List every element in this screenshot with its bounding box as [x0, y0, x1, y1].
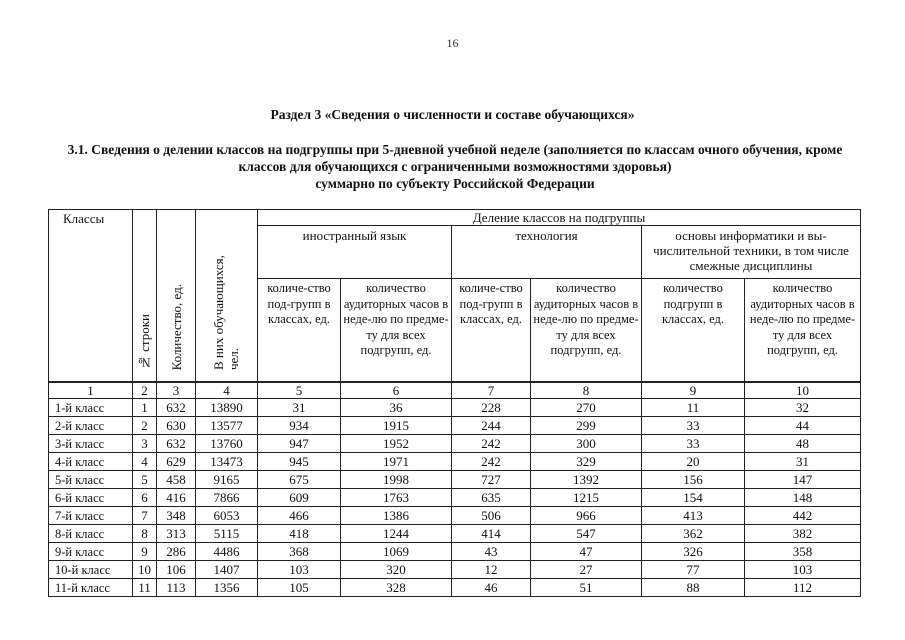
column-number: 5: [258, 382, 341, 399]
table-cell: 31: [745, 453, 861, 471]
class-name-cell: 10-й класс: [49, 561, 133, 579]
table-cell: 113: [157, 579, 196, 597]
table-cell: 1915: [341, 417, 452, 435]
table-cell: 416: [157, 489, 196, 507]
page-number: 16: [446, 36, 459, 50]
table-cell: 320: [341, 561, 452, 579]
table-cell: 286: [157, 543, 196, 561]
table-cell: 358: [745, 543, 861, 561]
table-cell: 947: [258, 435, 341, 453]
table-cell: 458: [157, 471, 196, 489]
table-row: [49, 471, 861, 489]
column-number: 1: [49, 382, 133, 399]
table-cell: 629: [157, 453, 196, 471]
table-cell: 43: [452, 543, 531, 561]
table-cell: 47: [531, 543, 642, 561]
table-cell: 675: [258, 471, 341, 489]
column-number: 4: [196, 382, 258, 399]
table-cell: 13760: [196, 435, 258, 453]
table-cell: 1356: [196, 579, 258, 597]
subsection-subtitle: суммарно по субъекту Российской Федерации: [315, 176, 595, 191]
class-name-cell: 4-й класс: [49, 453, 133, 471]
table-cell: 632: [157, 435, 196, 453]
column-number: 10: [745, 382, 861, 399]
class-name-cell: 6-й класс: [49, 489, 133, 507]
table-cell: 1392: [531, 471, 642, 489]
table-cell: 348: [157, 507, 196, 525]
classes-division-table-wrap: [48, 209, 860, 597]
table-cell: 147: [745, 471, 861, 489]
header-students-text: В них обучающихся, чел.: [210, 255, 241, 370]
header-row-number-text: № строки: [137, 313, 152, 370]
table-cell: 112: [745, 579, 861, 597]
table-cell: 13577: [196, 417, 258, 435]
table-cell: 326: [642, 543, 745, 561]
table-cell: 36: [341, 399, 452, 417]
table-cell: 609: [258, 489, 341, 507]
subsection-title: [60, 141, 850, 192]
table-cell: 6: [133, 489, 157, 507]
class-name-cell: 7-й класс: [49, 507, 133, 525]
table-cell: 88: [642, 579, 745, 597]
table-cell: 1: [133, 399, 157, 417]
table-cell: 368: [258, 543, 341, 561]
table-cell: 966: [531, 507, 642, 525]
table-cell: 329: [531, 453, 642, 471]
table-cell: 244: [452, 417, 531, 435]
table-cell: 9165: [196, 471, 258, 489]
table-cell: 5115: [196, 525, 258, 543]
table-row: [49, 507, 861, 525]
header-division: Деление классов на подгруппы: [258, 210, 861, 226]
table-body: [49, 382, 861, 597]
header-classes: Классы: [49, 210, 133, 383]
table-row: [49, 435, 861, 453]
table-cell: 77: [642, 561, 745, 579]
table-row: [49, 525, 861, 543]
header-inf-hours: количество аудиторных часов в неде-лю по предме-ту для всех подгрупп, ед.: [745, 279, 861, 383]
table-row: [49, 417, 861, 435]
table-cell: 5: [133, 471, 157, 489]
table-cell: 270: [531, 399, 642, 417]
table-cell: 1763: [341, 489, 452, 507]
table-cell: 466: [258, 507, 341, 525]
table-cell: 27: [531, 561, 642, 579]
table-cell: 4: [133, 453, 157, 471]
table-cell: 9: [133, 543, 157, 561]
table-row: [49, 489, 861, 507]
table-cell: 1407: [196, 561, 258, 579]
table-cell: 11: [133, 579, 157, 597]
table-cell: 1069: [341, 543, 452, 561]
table-row: [49, 543, 861, 561]
header-tech-subgroups: количе-ство под-групп в классах, ед.: [452, 279, 531, 383]
table-cell: 630: [157, 417, 196, 435]
table-cell: 1244: [341, 525, 452, 543]
column-number: 3: [157, 382, 196, 399]
table-cell: 13473: [196, 453, 258, 471]
table-cell: 362: [642, 525, 745, 543]
class-name-cell: 9-й класс: [49, 543, 133, 561]
table-cell: 300: [531, 435, 642, 453]
class-name-cell: 8-й класс: [49, 525, 133, 543]
header-fl-hours: количество аудиторных часов в неде-лю по предме-ту для всех подгрупп, ед.: [341, 279, 452, 383]
table-row: [49, 579, 861, 597]
section-title: Раздел 3 «Сведения о численности и составе обучающихся»: [270, 107, 635, 122]
class-name-cell: 11-й класс: [49, 579, 133, 597]
table-cell: 46: [452, 579, 531, 597]
classes-division-table: [48, 209, 861, 597]
subsection-title-text: 3.1. Сведения о делении классов на подгруппы при 5-дневной учебной неделе (заполняется по классам очного обучения, кроме классов для обучающихся с ограниченными возможностями здоровья): [67, 142, 843, 174]
class-name-cell: 1-й класс: [49, 399, 133, 417]
table-cell: 328: [341, 579, 452, 597]
class-name-cell: 5-й класс: [49, 471, 133, 489]
table-cell: 547: [531, 525, 642, 543]
header-inf-subgroups: количество подгрупп в классах, ед.: [642, 279, 745, 383]
header-technology: технология: [452, 226, 642, 279]
table-row: [49, 561, 861, 579]
table-cell: 32: [745, 399, 861, 417]
table-cell: 506: [452, 507, 531, 525]
header-row-number: [133, 210, 157, 383]
table-cell: 105: [258, 579, 341, 597]
table-cell: 6053: [196, 507, 258, 525]
table-cell: 1971: [341, 453, 452, 471]
table-cell: 8: [133, 525, 157, 543]
header-foreign-language: иностранный язык: [258, 226, 452, 279]
column-number: 2: [133, 382, 157, 399]
column-number: 7: [452, 382, 531, 399]
table-cell: 12: [452, 561, 531, 579]
table-cell: 1386: [341, 507, 452, 525]
table-cell: 31: [258, 399, 341, 417]
table-cell: 442: [745, 507, 861, 525]
table-cell: 1215: [531, 489, 642, 507]
table-cell: 11: [642, 399, 745, 417]
table-cell: 103: [258, 561, 341, 579]
header-count-text: Количество, ед.: [168, 283, 184, 370]
table-cell: 299: [531, 417, 642, 435]
table-cell: 13890: [196, 399, 258, 417]
column-number-row: [49, 382, 861, 399]
table-cell: 156: [642, 471, 745, 489]
header-tech-hours: количество аудиторных часов в неде-лю по предме-ту для всех подгрупп, ед.: [531, 279, 642, 383]
table-cell: 1952: [341, 435, 452, 453]
header-students: [196, 210, 258, 383]
column-number: 8: [531, 382, 642, 399]
table-cell: 418: [258, 525, 341, 543]
table-cell: 413: [642, 507, 745, 525]
table-cell: 33: [642, 435, 745, 453]
table-cell: 1998: [341, 471, 452, 489]
table-cell: 33: [642, 417, 745, 435]
header-count: [157, 210, 196, 383]
table-cell: 2: [133, 417, 157, 435]
table-cell: 103: [745, 561, 861, 579]
table-cell: 7866: [196, 489, 258, 507]
table-row: [49, 453, 861, 471]
table-cell: 7: [133, 507, 157, 525]
table-cell: 382: [745, 525, 861, 543]
table-cell: 44: [745, 417, 861, 435]
table-cell: 51: [531, 579, 642, 597]
table-cell: 632: [157, 399, 196, 417]
class-name-cell: 2-й класс: [49, 417, 133, 435]
header-fl-subgroups: количе-ство под-групп в классах, ед.: [258, 279, 341, 383]
class-name-cell: 3-й класс: [49, 435, 133, 453]
table-cell: 934: [258, 417, 341, 435]
table-cell: 20: [642, 453, 745, 471]
table-cell: 727: [452, 471, 531, 489]
table-cell: 228: [452, 399, 531, 417]
header-informatics: основы информатики и вы-числительной техники, в том числе смежные дисциплины: [642, 226, 861, 279]
table-cell: 10: [133, 561, 157, 579]
table-cell: 154: [642, 489, 745, 507]
column-number: 9: [642, 382, 745, 399]
table-cell: 945: [258, 453, 341, 471]
table-row: [49, 399, 861, 417]
table-cell: 4486: [196, 543, 258, 561]
table-cell: 48: [745, 435, 861, 453]
table-cell: 106: [157, 561, 196, 579]
table-cell: 242: [452, 435, 531, 453]
table-cell: 414: [452, 525, 531, 543]
table-cell: 3: [133, 435, 157, 453]
table-cell: 148: [745, 489, 861, 507]
column-number: 6: [341, 382, 452, 399]
table-cell: 313: [157, 525, 196, 543]
table-cell: 242: [452, 453, 531, 471]
table-cell: 635: [452, 489, 531, 507]
